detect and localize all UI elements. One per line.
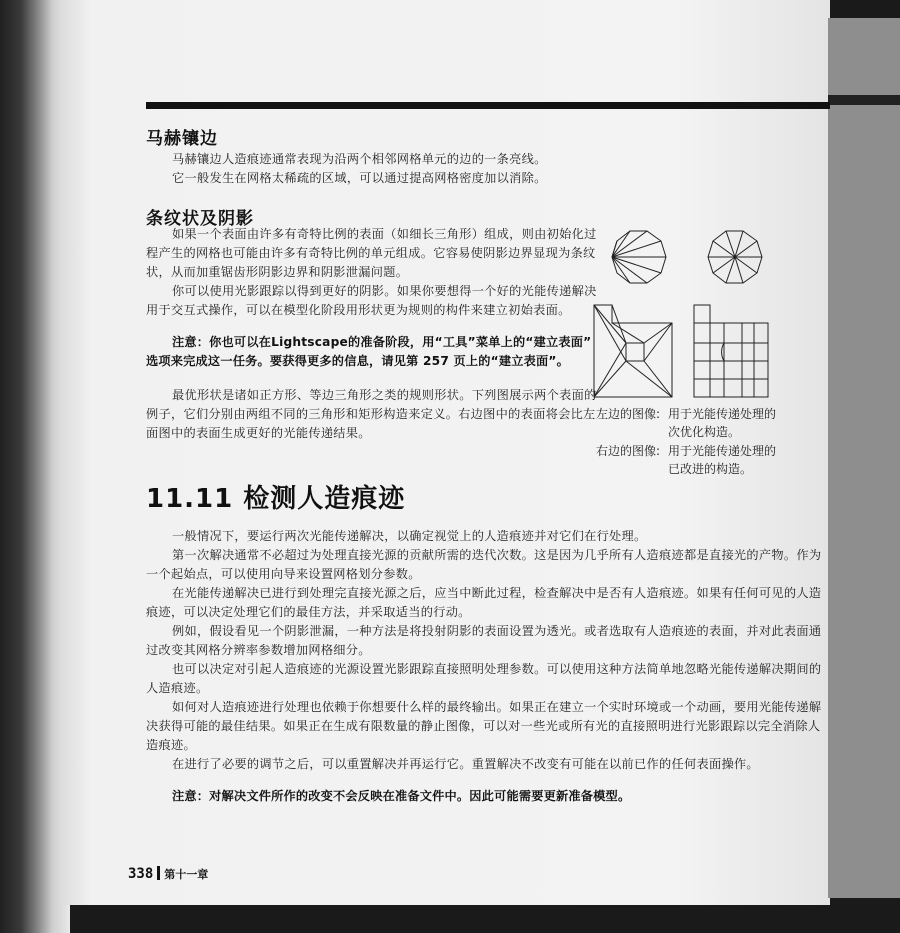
- chapter-label: 第十一章: [164, 868, 209, 881]
- paragraph: 在进行了必要的调节之后，可以重置解决并再运行它。重置解决不改变有可能在以前已作的任何表面操作。: [172, 757, 759, 771]
- heading-mach-band: 马赫镶边: [146, 129, 218, 149]
- paragraph: 例如，假设看见一个阴影泄漏，一种方法是将投射阴影的表面设置为透光。或者选取有人造痕迹的表面，并对此表面通: [172, 624, 822, 638]
- caption-right-text: 已改进的构造。: [668, 462, 753, 476]
- paragraph: 用于交互式操作，可以在模型化阶段用形状更为规则的构件来建立初始表面。: [146, 303, 571, 317]
- paragraph: 马赫镶边人造痕迹通常表现为沿两个相邻网格单元的边的一条亮线。: [172, 152, 547, 166]
- paragraph: 如何对人造痕迹进行处理也依赖于你想要什么样的最终输出。如果正在建立一个实时环境或一个动画，要用光能传递解: [172, 700, 822, 714]
- paragraph: 第一次解决通常不必超过为处理直接光源的贡献所需的迭代次数。这是因为几乎所有人造痕迹都是直接光的产物。作为: [172, 548, 822, 562]
- heading-stripes-shadows: 条纹状及阴影: [146, 209, 254, 229]
- paragraph: 痕迹，可以决定处理它们的最佳方法，并采取适当的行动。: [146, 605, 471, 619]
- caption-right-text: 用于光能传递处理的: [668, 444, 777, 458]
- decagon-fan-left: [612, 231, 666, 283]
- paragraph: 它一般发生在网格太稀疏的区域，可以通过提高网格密度加以消除。: [172, 171, 547, 185]
- facing-page-rule: [828, 95, 900, 105]
- page-footer: [128, 866, 208, 882]
- note: 选项来完成这一任务。要获得更多的信息，请见第 257 页上的“建立表面”。: [146, 354, 569, 368]
- caption-left-text: 次优化构造。: [668, 425, 741, 439]
- paragraph: 在光能传递解决已进行到处理完直接光源之后，应当中断此过程，检查解决中是否有人造痕迹。如果有任何可见的人造: [172, 586, 822, 600]
- caption-right-label: 右边的图像:: [596, 444, 661, 458]
- section-heading-11-11: 11.11 检测人造痕迹: [146, 484, 406, 514]
- paragraph: 决获得可能的最佳结果。如果正在生成有限数量的静止图像，可以对一些光或所有光的直接照明进行光影跟踪以完全消除人: [146, 719, 821, 733]
- caption-left-text: 用于光能传递处理的: [668, 407, 777, 421]
- paragraph: 你可以使用光影跟踪以得到更好的阴影。如果你要想得一个好的光能传递解决: [172, 284, 597, 298]
- caption-left-label: 左边的图像:: [596, 407, 661, 421]
- paragraph: 人造痕迹。: [146, 681, 209, 695]
- mesh-comparison-figure: [590, 225, 780, 405]
- paragraph: 一般情况下，要运行两次光能传递解决，以确定视觉上的人造痕迹并对它们在行处理。: [172, 529, 647, 543]
- paragraph: 过改变其网格分辨率参数增加网格细分。: [146, 643, 371, 657]
- l-shape-rectangular-grid: [694, 305, 768, 397]
- paragraph: 最优形状是诸如正方形、等边三角形之类的规则形状。下列图展示两个表面的: [172, 388, 597, 402]
- note: 注意：你也可以在Lightscape的准备阶段，用“工具”菜单上的“建立表面”: [172, 335, 592, 349]
- decagon-radial-right: [708, 231, 762, 283]
- facing-page-edge: [828, 18, 900, 898]
- header-rule: [146, 102, 830, 109]
- paragraph: 程产生的网格也可能由许多有奇特比例的单元组成。它容易使阴影边界显现为条纹: [146, 246, 596, 260]
- paragraph: 面图中的表面生成更好的光能传递结果。: [146, 426, 371, 440]
- note: 注意：对解决文件所作的改变不会反映在准备文件中。因此可能需要更新准备模型。: [172, 789, 631, 803]
- paragraph: 也可以决定对引起人造痕迹的光源设置光影跟踪直接照明处理参数。可以使用这种方法简单地忽略光能传递解决期间的: [172, 662, 822, 676]
- paragraph: 状，从而加重锯齿形阴影边界和阴影泄漏问题。: [146, 265, 409, 279]
- page-number: 338: [128, 866, 154, 882]
- l-shape-sliver-triangles: [594, 305, 672, 397]
- footer-divider: [157, 866, 160, 880]
- paragraph: 一个起始点，可以使用向导来设置网格划分参数。: [146, 567, 421, 581]
- paragraph: 造痕迹。: [146, 738, 196, 752]
- paragraph: 例子，它们分别由两组不同的三角形和矩形构造来定义。右边图中的表面将会比左: [146, 407, 596, 421]
- paragraph: 如果一个表面由许多有奇特比例的表面（如细长三角形）组成，则由初始化过: [172, 227, 597, 241]
